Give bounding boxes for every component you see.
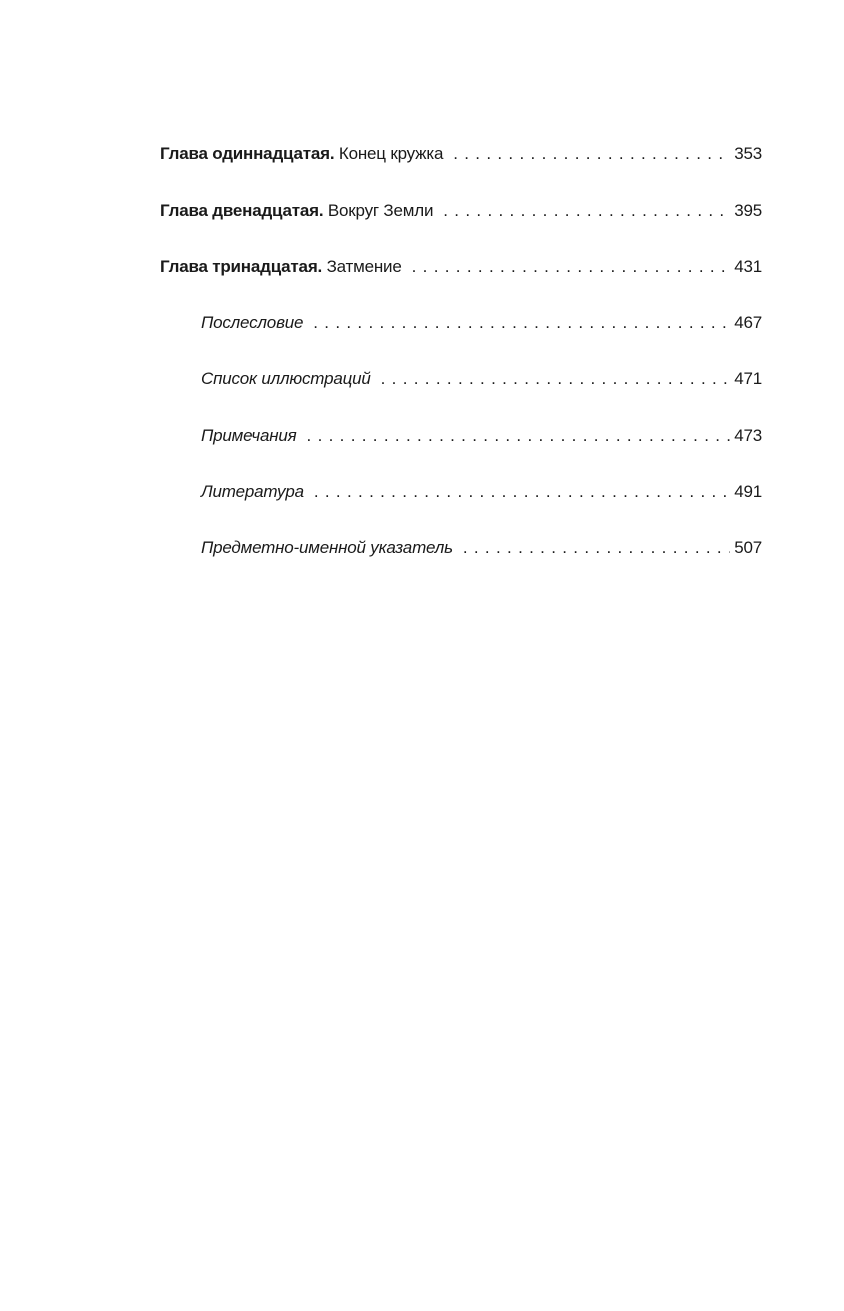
toc-entry-illustrations bbox=[160, 365, 762, 393]
toc-entry-label: Список иллюстраций bbox=[201, 369, 371, 388]
chapter-title: Конец кружка bbox=[338, 144, 444, 163]
toc-entry-notes bbox=[160, 422, 762, 450]
page-number: 491 bbox=[734, 482, 762, 501]
toc-entry-label bbox=[160, 140, 443, 168]
page-number: 395 bbox=[734, 201, 762, 220]
toc-entry-label: Послесловие bbox=[201, 313, 304, 332]
toc-entry-literature bbox=[160, 478, 762, 506]
chapter-title: Вокруг Земли bbox=[327, 201, 434, 220]
page-number: 471 bbox=[734, 369, 762, 388]
page-number: 431 bbox=[734, 257, 762, 276]
chapter-number: Глава одиннадцатая. bbox=[160, 144, 335, 163]
toc-entry-label bbox=[160, 253, 402, 281]
dot-leader bbox=[453, 140, 730, 168]
chapter-number: Глава тринадцатая. bbox=[160, 257, 323, 276]
page-number: 473 bbox=[734, 426, 762, 445]
page-number: 467 bbox=[734, 313, 762, 332]
dot-leader bbox=[463, 534, 730, 562]
toc-entry-afterword bbox=[160, 309, 762, 337]
toc-entry-index bbox=[160, 534, 762, 562]
dot-leader bbox=[412, 253, 731, 281]
table-of-contents bbox=[160, 140, 762, 562]
toc-entry-label: Примечания bbox=[201, 426, 297, 445]
chapter-number: Глава двенадцатая. bbox=[160, 201, 324, 220]
dot-leader bbox=[314, 478, 730, 506]
dot-leader bbox=[381, 365, 731, 393]
toc-entry-label: Литература bbox=[201, 482, 304, 501]
dot-leader bbox=[443, 197, 730, 225]
toc-entry-chapter-13 bbox=[160, 253, 762, 281]
toc-entry-chapter-11 bbox=[160, 140, 762, 168]
toc-entry-label: Предметно-именной указатель bbox=[201, 538, 453, 557]
toc-entry-label bbox=[160, 197, 433, 225]
page-number: 507 bbox=[734, 538, 762, 557]
chapter-title: Затмение bbox=[326, 257, 402, 276]
toc-entry-chapter-12 bbox=[160, 197, 762, 225]
dot-leader bbox=[307, 422, 731, 450]
dot-leader bbox=[313, 309, 730, 337]
page-number: 353 bbox=[734, 144, 762, 163]
